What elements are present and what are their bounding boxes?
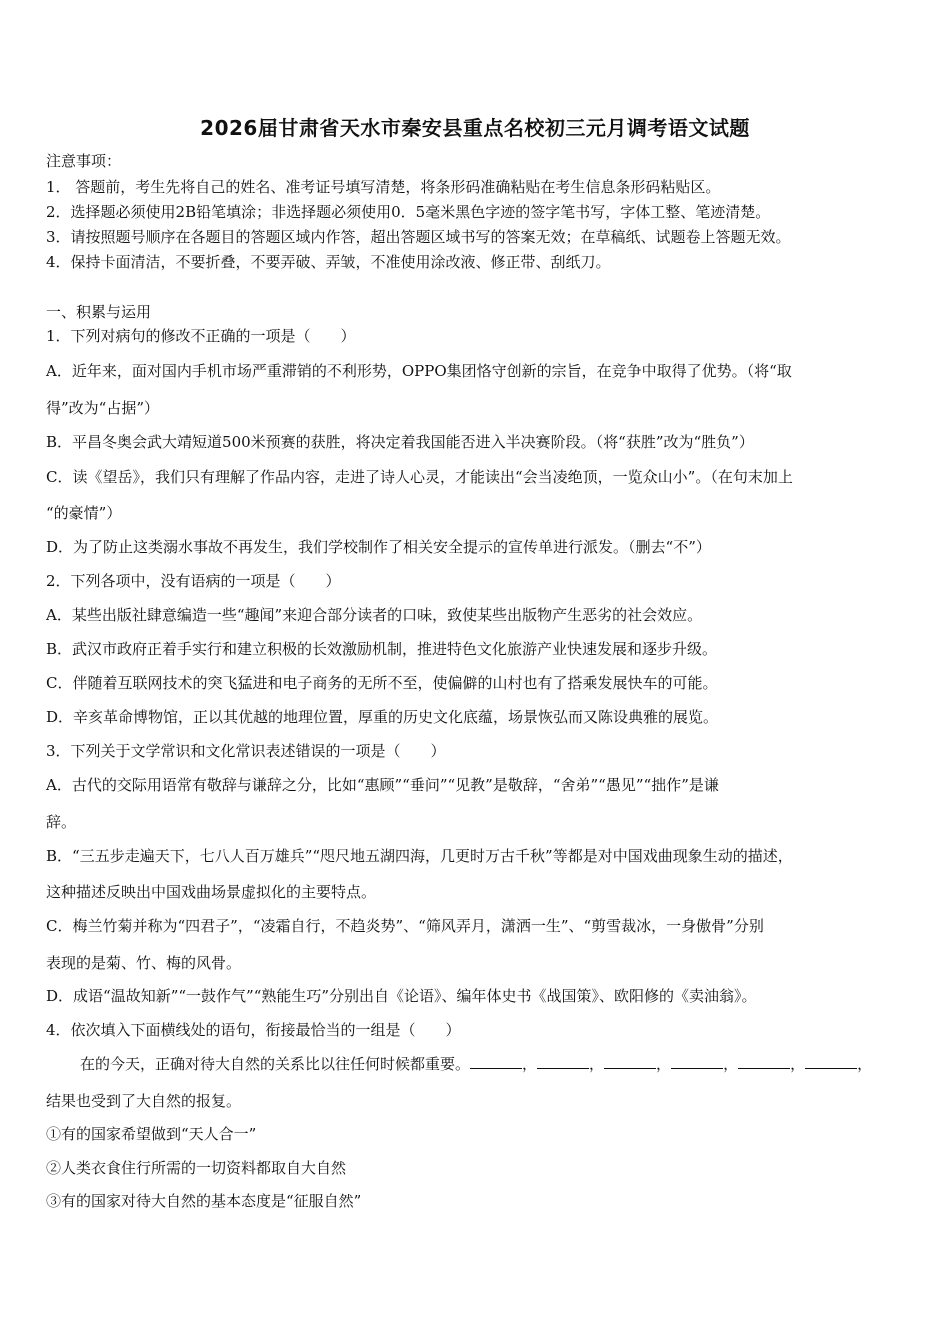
question-2-option-b: B．武汉市政府正着手实行和建立积极的长效激励机制，推进特色文化旅游产业快速发展和逐步升级。 [46, 640, 718, 658]
question-2-option-c: C．伴随着互联网技术的突飞猛进和电子商务的无所不至，使偏僻的山村也有了搭乘发展快车的可能。 [46, 674, 718, 692]
question-1-option-d: D．为了防止这类溺水事故不再发生，我们学校制作了相关安全提示的宣传单进行派发。（删去“不”） [46, 538, 711, 556]
question-4-passage [80, 1054, 872, 1074]
question-3-option-c: C．梅兰竹菊并称为“四君子”，“凌霜自行，不趋炎势”、“筛风弄月，潇洒一生”、“剪雪裁冰，一身傲骨”分别 [46, 917, 764, 935]
separator: ， [522, 1055, 538, 1073]
question-3-option-b-cont: 这种描述反映出中国戏曲场景虚拟化的主要特点。 [46, 883, 377, 901]
question-2-option-d: D．辛亥革命博物馆，正以其优越的地理位置，厚重的历史文化底蕴，场景恢弘而又陈设典雅的展览。 [46, 708, 719, 726]
fill-blank [671, 1054, 723, 1069]
question-3-option-a-cont: 辞。 [46, 813, 77, 831]
separator: ， [790, 1055, 806, 1073]
fill-blank [470, 1054, 522, 1069]
question-3-option-b: B．“三五步走遍天下，七八人百万雄兵”“咫尺地五湖四海，几更时万古千秋”等都是对中国戏曲现象生动的描述， [46, 847, 793, 865]
section-heading: 一、积累与运用 [46, 303, 152, 321]
question-1-option-b: B．平昌冬奥会武大靖短道500米预赛的获胜，将决定着我国能否进入半决赛阶段。（将“获胜”改为“胜负”） [46, 433, 754, 451]
fill-blank [738, 1054, 790, 1069]
fill-blank [537, 1054, 589, 1069]
question-4-stem: 4．依次填入下面横线处的语句，衔接最恰当的一组是（ ） [46, 1021, 461, 1039]
question-2-option-a: A．某些出版社肆意编造一些“趣闻”来迎合部分读者的口味，致使某些出版物产生恶劣的社会效应。 [46, 606, 703, 624]
separator: ， [857, 1055, 873, 1073]
notice-item: 1． 答题前，考生先将自己的姓名、准考证号填写清楚，将条形码准确粘贴在考生信息条形码粘贴区。 [46, 178, 721, 196]
question-2-stem: 2．下列各项中，没有语病的一项是（ ） [46, 572, 341, 590]
fill-blank [604, 1054, 656, 1069]
question-1-option-a-cont: 得”改为“占据”） [46, 399, 160, 417]
question-1-option-a: A．近年来，面对国内手机市场严重滞销的不利形势，OPPO集团恪守创新的宗旨，在竞争中取得了优势。（将“取 [46, 362, 792, 380]
question-4-statement-1: ①有的国家希望做到“天人合一” [46, 1125, 257, 1143]
question-1-stem: 1．下列对病句的修改不正确的一项是（ ） [46, 327, 356, 345]
question-4-statement-3: ③有的国家对待大自然的基本态度是“征服自然” [46, 1192, 362, 1210]
notice-heading: 注意事项： [46, 152, 122, 170]
notice-item: 3．请按照题号顺序在各题目的答题区域内作答，超出答题区域书写的答案无效；在草稿纸、试题卷上答题无效。 [46, 228, 791, 246]
separator: ， [589, 1055, 605, 1073]
question-1-option-c-cont: “的豪情”） [46, 504, 122, 522]
separator: ， [656, 1055, 672, 1073]
passage-text: 在的今天，正确对待大自然的关系比以往任何时候都重要。 [80, 1055, 471, 1073]
separator: ， [723, 1055, 739, 1073]
fill-blank [805, 1054, 857, 1069]
notice-item: 2．选择题必须使用2B铅笔填涂；非选择题必须使用0．5毫米黑色字迹的签字笔书写，字体工整、笔迹清楚。 [46, 203, 771, 221]
exam-title: 2026届甘肃省天水市秦安县重点名校初三元月调考语文试题 [200, 116, 750, 140]
question-3-option-d: D．成语“温故知新”“一鼓作气”“熟能生巧”分别出自《论语》、编年体史书《战国策》、欧阳修的《卖油翁》。 [46, 987, 757, 1005]
question-1-option-c: C．读《望岳》，我们只有理解了作品内容，走进了诗人心灵，才能读出“会当凌绝顶，一览众山小”。（在句末加上 [46, 468, 793, 486]
question-3-option-c-cont: 表现的是菊、竹、梅的风骨。 [46, 954, 242, 972]
notice-item: 4．保持卡面清洁，不要折叠，不要弄破、弄皱，不准使用涂改液、修正带、刮纸刀。 [46, 253, 611, 271]
question-4-passage-cont: 结果也受到了大自然的报复。 [46, 1092, 242, 1110]
question-3-option-a: A．古代的交际用语常有敬辞与谦辞之分，比如“惠顾”“垂问”“见教”是敬辞，“舍弟”“愚见”“拙作”是谦 [46, 776, 719, 794]
question-3-stem: 3．下列关于文学常识和文化常识表述错误的一项是（ ） [46, 742, 446, 760]
question-4-statement-2: ②人类衣食住行所需的一切资料都取自大自然 [46, 1159, 347, 1177]
